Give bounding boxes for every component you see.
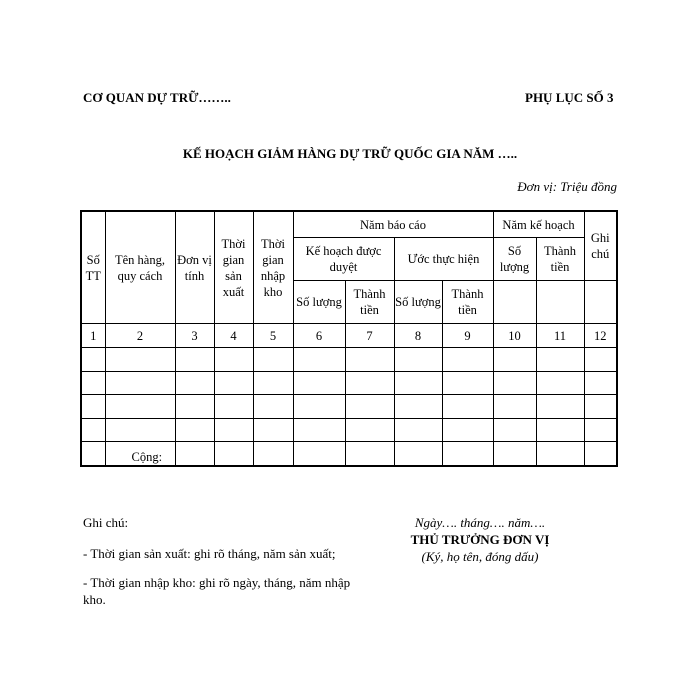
table-row	[81, 418, 617, 442]
column-number: 11	[536, 324, 584, 348]
header-plan-year: Năm kế hoạch	[493, 211, 584, 238]
note-item: - Thời gian sản xuất: ghi rõ tháng, năm sản xuất;	[83, 546, 336, 561]
notes-heading: Ghi chú:	[83, 515, 129, 530]
signature-instruction: (Ký, họ tên, đóng dấu)	[421, 549, 539, 564]
column-number: 4	[214, 324, 253, 348]
total-row	[81, 442, 617, 466]
header-approved-amount: Thành tiền	[345, 281, 394, 324]
header-plan-amount: Thành tiền	[536, 238, 584, 281]
header-report-year: Năm báo cáo	[293, 211, 493, 238]
column-number: 9	[442, 324, 493, 348]
signature-block	[395, 514, 565, 565]
agency-name: CƠ QUAN DỰ TRỮ……..	[83, 90, 231, 105]
header-item-name: Tên hàng, quy cách	[105, 211, 175, 324]
header-approved-plan: Kế hoạch được duyệt	[293, 238, 394, 281]
table-row	[81, 395, 617, 419]
total-label: Cộng:	[105, 442, 175, 466]
column-number-row	[81, 324, 617, 348]
header-estimated: Ước thực hiện	[394, 238, 493, 281]
column-number: 1	[81, 324, 105, 348]
header-stt: Số TT	[81, 211, 105, 324]
column-number: 7	[345, 324, 394, 348]
column-number: 5	[253, 324, 293, 348]
date-line: Ngày…. tháng…. năm….	[414, 515, 546, 530]
column-number: 10	[493, 324, 536, 348]
header-approved-qty: Số lượng	[293, 281, 345, 324]
unit-label: Đơn vị: Triệu đồng	[517, 179, 617, 194]
header-production-time: Thời gian sản xuất	[214, 211, 253, 324]
header-estimated-amount: Thành tiền	[442, 281, 493, 324]
header-import-time: Thời gian nhập kho	[253, 211, 293, 324]
appendix-label: PHỤ LỤC SỐ 3	[525, 90, 614, 105]
header-note: Ghi chú	[584, 211, 617, 281]
table-row	[81, 371, 617, 395]
column-number: 6	[293, 324, 345, 348]
signer-title: THỦ TRƯỞNG ĐƠN VỊ	[410, 532, 550, 547]
notes-section	[83, 514, 353, 620]
empty-cell	[584, 281, 617, 324]
column-number: 3	[175, 324, 214, 348]
table-row	[81, 347, 617, 371]
document-title: KẾ HOẠCH GIẢM HÀNG DỰ TRỮ QUỐC GIA NĂM …..	[182, 146, 518, 161]
plan-table	[80, 210, 618, 467]
column-number: 12	[584, 324, 617, 348]
empty-cell	[493, 281, 536, 324]
header-unit: Đơn vị tính	[175, 211, 214, 324]
header-estimated-qty: Số lượng	[394, 281, 442, 324]
column-number: 2	[105, 324, 175, 348]
column-number: 8	[394, 324, 442, 348]
note-item: - Thời gian nhập kho: ghi rõ ngày, tháng, năm nhập kho.	[83, 575, 351, 607]
header-plan-qty: Số lượng	[493, 238, 536, 281]
empty-cell	[536, 281, 584, 324]
